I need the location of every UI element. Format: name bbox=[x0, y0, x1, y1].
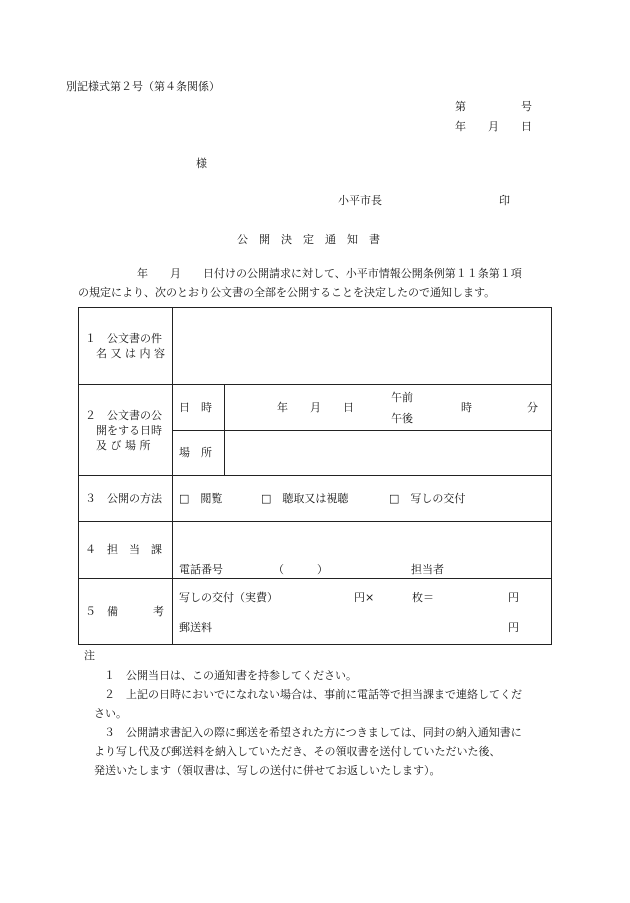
row-department bbox=[79, 522, 552, 579]
postage-yen: 円 bbox=[508, 621, 519, 634]
row-datetime bbox=[79, 385, 552, 431]
remarks-label-right: 考 bbox=[153, 605, 164, 618]
seal-mark: 印 bbox=[499, 194, 510, 207]
row-remarks bbox=[79, 579, 552, 645]
note-3-line2: より写し代及び郵送料を納入していただき、その領収書を送付していただいた後、 bbox=[94, 745, 501, 758]
intro-line-1: 年 月 日付けの公開請求に対して、小平市情報公開条例第１１条第１項 bbox=[137, 267, 522, 280]
note-3-line3: 発送いたします（領収書は、写しの送付に併せてお返しいたします）。 bbox=[94, 764, 441, 777]
notice-table bbox=[78, 307, 552, 645]
row1-label bbox=[79, 308, 173, 385]
row2-label bbox=[79, 385, 173, 476]
datetime-hour: 時 bbox=[461, 401, 472, 414]
datetime-minute: 分 bbox=[527, 401, 538, 414]
datetime-am: 午前 bbox=[391, 391, 413, 404]
row-method bbox=[79, 476, 552, 522]
remarks-field[interactable] bbox=[173, 579, 552, 645]
datetime-field[interactable] bbox=[225, 385, 552, 431]
method-option-listen[interactable]: □ 聴取又は視聴 bbox=[261, 492, 349, 505]
document-title: 公 開 決 定 通 知 書 bbox=[237, 233, 380, 246]
department-field[interactable] bbox=[173, 522, 552, 579]
remarks-label bbox=[79, 579, 173, 645]
person-label: 担当者 bbox=[411, 563, 444, 576]
note-1: １ 公開当日は、この通知書を持参してください。 bbox=[104, 669, 357, 682]
method-options bbox=[173, 476, 552, 522]
note-2-line2: さい。 bbox=[94, 707, 127, 720]
method-option-copy[interactable]: □ 写しの交付 bbox=[389, 492, 466, 505]
form-id: 別記様式第２号（第４条関係） bbox=[66, 80, 220, 93]
note-2-line1: ２ 上記の日時においでになれない場合は、事前に電話等で担当課まで連絡してくだ bbox=[104, 688, 522, 701]
place-label: 場 所 bbox=[173, 431, 225, 476]
row2-label-line3: 及 び 場 所 bbox=[96, 438, 151, 452]
notes-heading: 注 bbox=[84, 649, 95, 662]
addressee-suffix: 様 bbox=[196, 157, 207, 170]
row2-label-line1: ２ 公文書の公 bbox=[85, 408, 162, 422]
copy-fee-yen-times: 円× bbox=[354, 591, 375, 604]
row2-label-line2: 開をする日時 bbox=[96, 423, 162, 437]
department-label: ４ 担 当 課 bbox=[79, 522, 173, 579]
remarks-label-left: ５ 備 bbox=[85, 605, 118, 618]
datetime-pm: 午後 bbox=[391, 412, 413, 425]
row1-label-line1: １ 公文書の件 bbox=[85, 332, 162, 345]
datetime-date: 年 月 日 bbox=[277, 401, 354, 414]
method-option-view[interactable]: □ 閲覧 bbox=[179, 492, 223, 505]
phone-label: 電話番号 bbox=[179, 563, 223, 576]
postage-label: 郵送料 bbox=[179, 621, 212, 634]
date-label: 年 月 日 bbox=[455, 120, 532, 133]
row1-label-line2: 名 又 は 内 容 bbox=[96, 347, 165, 360]
document-title-field[interactable] bbox=[173, 308, 552, 385]
copy-fee-label: 写しの交付（実費） bbox=[179, 591, 278, 604]
place-field[interactable] bbox=[225, 431, 552, 476]
number-label: 第 号 bbox=[455, 100, 532, 113]
copy-fee-sheets: 枚＝ bbox=[412, 591, 434, 604]
row-document-title bbox=[79, 308, 552, 385]
method-label: ３ 公開の方法 bbox=[79, 476, 173, 522]
datetime-label: 日 時 bbox=[173, 385, 225, 431]
intro-line-2: の規定により、次のとおり公文書の全部を公開することを決定したので通知します。 bbox=[78, 286, 496, 299]
issuer: 小平市長 bbox=[338, 194, 382, 207]
phone-paren: （ ） bbox=[273, 563, 328, 576]
note-3-line1: ３ 公開請求書記入の際に郵送を希望された方につきましては、同封の納入通知書に bbox=[104, 726, 522, 739]
copy-fee-yen: 円 bbox=[508, 591, 519, 604]
